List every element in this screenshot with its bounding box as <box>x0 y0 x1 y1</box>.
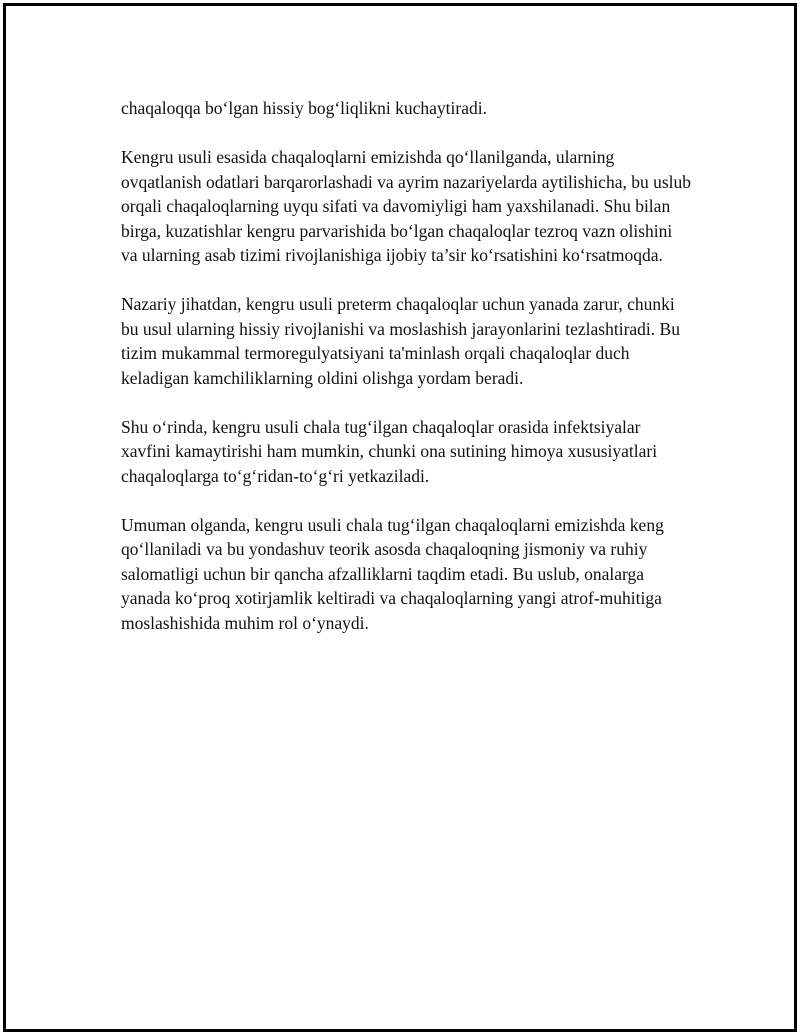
paragraph-3: Nazariy jihatdan, kengru usuli preterm chaqaloqlar uchun yanada zarur, chunki bu usul ularning hissiy rivojlanishi va moslashish jarayonlarini tezlashtiradi. Bu tizim mukammal termoregulyatsiyani ta'minlash orqali chaqaloqlar duch keladigan kamchiliklarning oldini olishga yordam beradi. <box>121 294 680 388</box>
paragraph-2: Kengru usuli esasida chaqaloqlarni emizishda qo‘llanilganda, ularning ovqatlanish odatlari barqarorlashadi va ayrim nazariyelarda aytilishicha, bu uslub orqali chaqaloqlarning uyqu sifati va davomiyligi ham yaxshilanadi. Shu bilan birga, kuzatishlar kengru parvarishida bo‘lgan chaqaloqlar tezroq vazn olishini va ularning asab tizimi rivojlanishiga ijobiy ta’sir ko‘rsatishini ko‘rsatmoqda. <box>121 147 692 265</box>
paragraph-4: Shu o‘rinda, kengru usuli chala tug‘ilgan chaqaloqlar orasida infektsiyalar xavfini kamaytirishi ham mumkin, chunki ona sutining himoya xususiyatlari chaqaloqlarga to‘g‘ridan-to‘g‘ri yetkaziladi. <box>121 416 658 486</box>
document-body <box>121 96 691 660</box>
paragraph-5: Umuman olganda, kengru usuli chala tug‘ilgan chaqaloqlarni emizishda keng qo‘llaniladi va bu yondashuv teorik asosda chaqaloqning jismoniy va ruhiy salomatligi uchun bir qancha afzalliklarni taqdim etadi. Bu uslub, onalarga yanada ko‘proq xotirjamlik keltiradi va chaqaloqlarning yangi atrof-muhitiga moslashishida muhim rol o‘ynaydi. <box>121 514 664 633</box>
page-frame <box>3 3 797 1032</box>
paragraph-1: chaqaloqqa bo‘lgan hissiy bog‘liqlikni kuchaytiradi. <box>121 98 487 118</box>
